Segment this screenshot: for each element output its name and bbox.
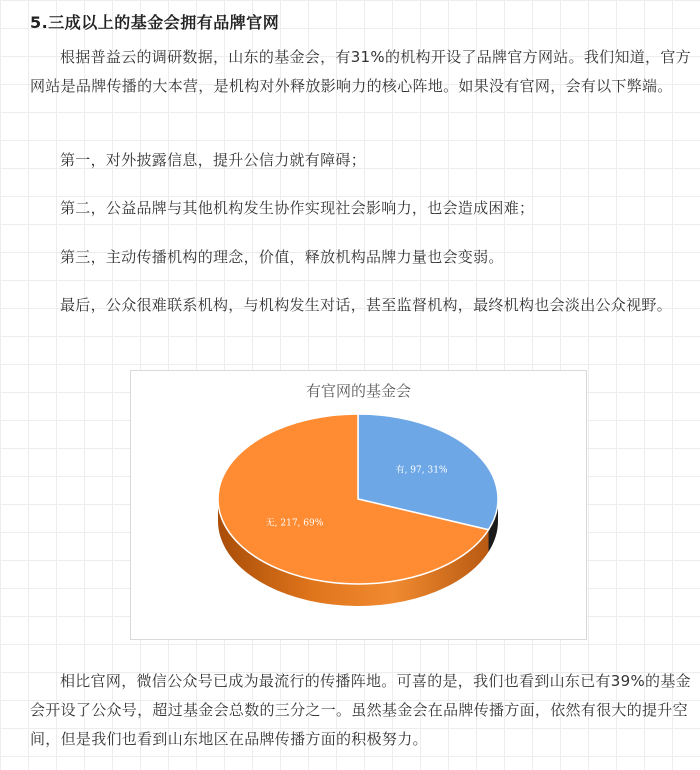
paragraph-wechat: 相比官网，微信公众号已成为最流行的传播阵地。可喜的是，我们也看到山东已有39%的基金会开设了公众号，超过基金会总数的三分之一。虽然基金会在品牌传播方面，依然有很大的提升空间，但是我们也看到山东地区在品牌传播方面的积极努力。 xyxy=(30,672,691,748)
paragraph-point-1: 第一，对外披露信息，提升公信力就有障碍； xyxy=(60,151,367,169)
chart-title: 有官网的基金会 xyxy=(305,382,411,400)
pie-label-yes: 有, 97, 31% xyxy=(395,465,448,476)
pie-chart xyxy=(130,370,587,640)
pie-chart-canvas xyxy=(131,371,586,639)
paragraph-intro: 根据普益云的调研数据，山东的基金会，有31%的机构开设了品牌官方网站。我们知道，官方网站是品牌传播的大本营，是机构对外释放影响力的核心阵地。如果没有官网，会有以下弊端。 xyxy=(30,48,691,95)
paragraph-conclusion: 最后，公众很难联系机构，与机构发生对话，甚至监督机构，最终机构也会淡出公众视野。 xyxy=(60,296,673,314)
paragraph-point-3: 第三，主动传播机构的理念，价值，释放机构品牌力量也会变弱。 xyxy=(60,248,504,266)
paragraph-point-2: 第二，公益品牌与其他机构发生协作实现社会影响力，也会造成困难； xyxy=(60,199,535,217)
pie-label-no: 无, 217, 69% xyxy=(265,518,324,529)
section-heading: 5.三成以上的基金会拥有品牌官网 xyxy=(30,13,280,32)
